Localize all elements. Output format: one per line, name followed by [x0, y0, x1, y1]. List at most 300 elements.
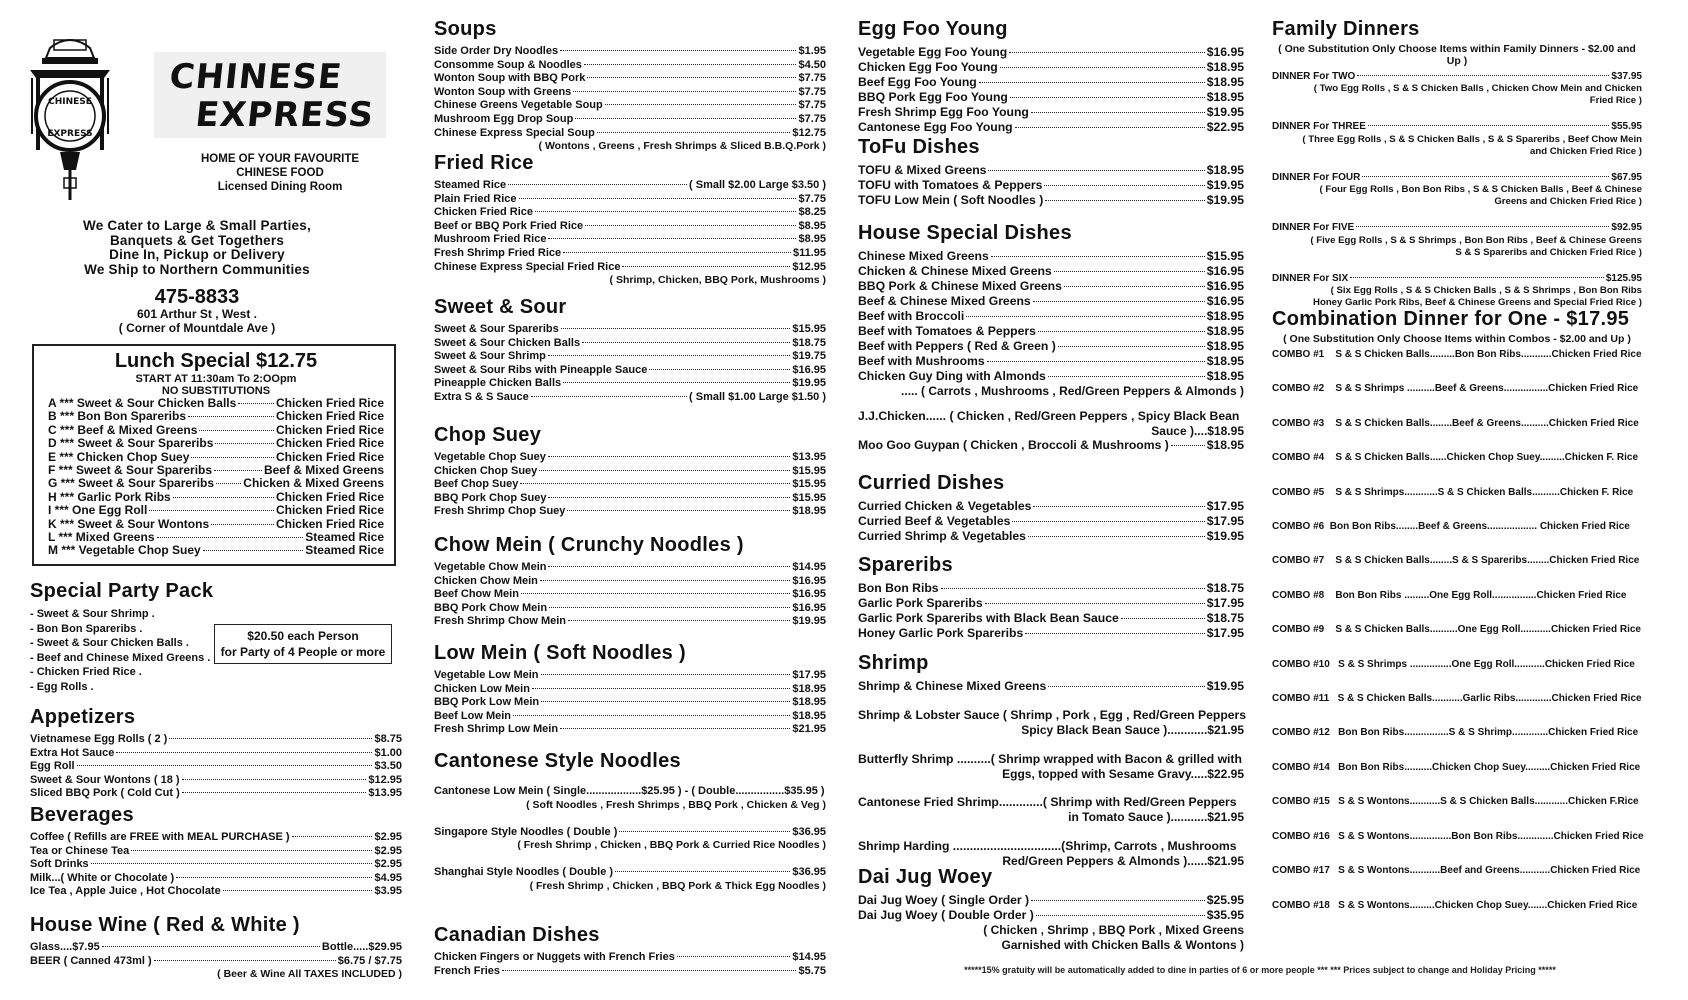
item-price: $17.95	[1206, 499, 1244, 513]
menu-item	[434, 127, 826, 141]
menu-item	[1272, 273, 1642, 285]
fried-rice-section	[434, 152, 826, 287]
menu-item	[434, 785, 826, 799]
soups-section	[434, 18, 826, 153]
menu-item	[434, 696, 826, 710]
dot-leader	[116, 752, 372, 753]
cantonese-section	[434, 750, 826, 893]
phone-number[interactable]: 475-8833	[154, 286, 240, 308]
low-mein-list	[434, 669, 826, 737]
item-name: E *** Chicken Chop Suey	[48, 449, 190, 464]
item-price: $17.95	[1206, 626, 1244, 640]
menu-item	[48, 544, 384, 557]
sweet-sour-section	[434, 296, 826, 405]
item-price: $22.95	[1206, 120, 1244, 134]
menu-item	[434, 113, 826, 127]
combo-item: COMBO #3 S & S Chicken Balls........Beef & Greens..........Chicken Fried Rice	[1272, 417, 1639, 429]
menu-item	[30, 845, 402, 859]
item-note: ( Fresh Shrimp , Chicken , BBQ Pork & Curried Rice Noodles )	[517, 839, 826, 852]
menu-item	[434, 45, 826, 59]
item-name: Beef with Peppers ( Red & Green )	[858, 339, 1056, 353]
item-name: TOFU Low Mein ( Soft Noodles )	[858, 193, 1044, 207]
dai-jug-section	[858, 866, 1244, 952]
dot-leader	[1033, 506, 1204, 507]
item-name: Chicken Chop Suey	[434, 464, 538, 477]
menu-item	[48, 491, 384, 504]
menu-item	[858, 514, 1244, 529]
menu-item	[858, 438, 1244, 453]
item-price: $15.95	[792, 323, 826, 335]
item-name: Chinese Greens Vegetable Soup	[434, 99, 603, 112]
item-price: $35.95	[1206, 908, 1244, 922]
dot-leader	[1000, 67, 1205, 68]
dot-leader	[1350, 277, 1604, 278]
item-price: $7.75	[798, 85, 826, 98]
party-price-box	[214, 624, 392, 664]
item-price: $18.95	[1206, 309, 1244, 323]
item-price: $19.95	[1206, 178, 1244, 192]
combo-item: COMBO #16 S & S Wontons...............Bon Bon Ribs.............Chicken Fried Rice	[1272, 830, 1644, 842]
menu-item	[434, 826, 826, 840]
item-price: $2.95	[374, 831, 402, 843]
item-price: $15.95	[792, 491, 826, 504]
menu-item	[48, 531, 384, 544]
menu-item	[434, 179, 826, 193]
menu-item	[48, 437, 384, 450]
dot-leader	[988, 170, 1204, 171]
item-name: Chicken Low Mein	[434, 682, 530, 695]
item-price: $3.95	[374, 885, 402, 898]
item-name: Beef Low Mein	[434, 709, 512, 722]
dot-leader	[199, 430, 274, 431]
dot-leader	[677, 956, 791, 957]
item-name: K *** Sweet & Sour Wontons	[48, 516, 210, 531]
beverages-title: Beverages	[30, 804, 134, 826]
item-price: Bottle.....$29.95	[321, 941, 402, 953]
dot-leader	[1058, 346, 1205, 347]
item-price: $16.95	[792, 588, 826, 601]
house-section	[858, 222, 1244, 453]
item-name: Shrimp & Lobster Sauce ( Shrimp , Pork , Egg , Red/Green Peppers	[858, 708, 1247, 722]
dot-leader	[1356, 226, 1609, 227]
sweet-sour-title: Sweet & Sour	[434, 296, 567, 318]
menu-item	[858, 596, 1244, 611]
list-item: - Sweet & Sour Chicken Balls .	[30, 637, 189, 649]
item-price: $18.95	[1206, 438, 1244, 452]
menu-item	[858, 249, 1244, 264]
item-name: Chicken Fingers or Nuggets with French Fries	[434, 951, 675, 963]
item-name: Consomme Soup & Noodles	[434, 58, 582, 71]
menu-item	[48, 410, 384, 423]
item-name: Chicken Egg Foo Young	[858, 60, 998, 74]
item-price: $55.95	[1611, 121, 1642, 133]
cater-line: We Ship to Northern Communities	[84, 261, 310, 277]
cater-line: Banquets & Get Togethers	[109, 232, 285, 248]
shrimp-title: Shrimp	[858, 652, 929, 674]
item-name: Sweet & Sour Shrimp	[434, 350, 546, 363]
item-price: Beef & Mixed Greens	[263, 463, 384, 478]
item-price: Steamed Rice	[305, 543, 384, 558]
item-name: Fresh Shrimp Low Mein	[434, 723, 559, 736]
item-price: $125.95	[1605, 272, 1642, 284]
dot-leader	[540, 580, 790, 581]
item-name: Chicken & Chinese Mixed Greens	[858, 264, 1052, 278]
item-name: Soft Drinks	[30, 858, 89, 871]
item-price: $15.95	[792, 464, 826, 477]
menu-item	[434, 561, 826, 575]
item-name: Beef & Chinese Mixed Greens	[858, 294, 1031, 308]
tofu-section	[858, 136, 1244, 208]
dot-leader	[214, 470, 262, 471]
dot-leader	[941, 588, 1205, 589]
menu-item	[434, 492, 826, 506]
item-price: $12.95	[368, 773, 402, 786]
item-price: $16.95	[1206, 45, 1244, 59]
combo-item: COMBO #6 Bon Bon Ribs........Beef & Greens.................. Chicken Fried Rice	[1272, 521, 1630, 533]
item-price: $18.95	[792, 505, 826, 518]
item-name: M *** Vegetable Chop Suey	[48, 543, 201, 558]
menu-item	[30, 941, 402, 955]
footnote: *****15% gratuity will be automatically added to dine in parties of 6 or more people *** *** Prices subject to change and Holiday Pricing *****	[964, 965, 1556, 975]
dot-leader	[1048, 686, 1204, 687]
item-note: ( Two Egg Rolls , S & S Chicken Balls , Chicken Chow Mein and Chicken Fried Rice )	[1313, 83, 1642, 107]
item-price: $92.95	[1611, 222, 1642, 234]
low-mein-title: Low Mein ( Soft Noodles )	[434, 642, 686, 664]
dot-leader	[585, 225, 796, 226]
item-price: $15.95	[1206, 249, 1244, 263]
item-price: $1.95	[798, 45, 826, 57]
low-mein-section	[434, 642, 826, 737]
item-price: $14.95	[792, 951, 826, 963]
menu-item	[434, 350, 826, 364]
address-line: 601 Arthur St , West .	[136, 307, 258, 321]
item-name: Chinese Express Special Fried Rice	[434, 260, 621, 273]
logo-text-top: CHINESE	[48, 97, 92, 107]
item-name: Dai Jug Woey ( Double Order )	[858, 908, 1034, 922]
item-name: Chicken Fried Rice	[434, 206, 534, 219]
item-price: Chicken Fried Rice	[275, 516, 384, 531]
menu-item	[858, 309, 1244, 324]
item-price: $18.95	[1206, 369, 1244, 383]
menu-item	[48, 464, 384, 477]
item-price: $67.95	[1611, 171, 1642, 183]
dot-leader	[1009, 52, 1205, 53]
item-name: Sweet & Sour Chicken Balls	[434, 336, 581, 349]
tofu-title: ToFu Dishes	[858, 136, 980, 158]
party-condition: for Party of 4 People or more	[220, 645, 386, 659]
item-price: $19.95	[792, 377, 826, 390]
item-name: Moo Goo Guypan ( Chicken , Broccoli & Mushrooms )	[858, 438, 1169, 452]
menu-item	[858, 339, 1244, 354]
dot-leader	[91, 863, 373, 864]
item-price: $8.95	[798, 233, 826, 246]
dot-leader	[173, 497, 274, 498]
item-price: $16.95	[792, 601, 826, 614]
item-price: Chicken Fried Rice	[275, 489, 384, 504]
brand-line1: CHINESE	[167, 57, 345, 97]
item-price: $17.95	[792, 669, 826, 681]
menu-item	[48, 477, 384, 490]
menu-item	[858, 369, 1244, 384]
menu-item	[30, 885, 402, 899]
item-name: Vietnamese Egg Rolls ( 2 )	[30, 733, 168, 745]
wine-note: ( Beer & Wine All TAXES INCLUDED )	[217, 968, 402, 981]
item-price: $12.95	[792, 260, 826, 273]
item-price: Chicken Fried Rice	[275, 436, 384, 451]
lunch-note: NO SUBSTITUTIONS	[161, 385, 271, 397]
item-name: DINNER For FIVE	[1272, 222, 1355, 234]
dot-leader	[584, 64, 797, 65]
item-name: Ice Tea , Apple Juice , Hot Chocolate	[30, 885, 221, 898]
item-name: Curried Shrimp & Vegetables	[858, 529, 1026, 543]
dot-leader	[508, 184, 687, 185]
item-note: Eggs, topped with Sesame Gravy.....$22.95	[1002, 766, 1244, 781]
menu-item	[434, 193, 826, 207]
item-name: Chinese Mixed Greens	[858, 249, 989, 263]
item-price: $4.95	[374, 871, 402, 884]
item-price: $18.95	[1206, 60, 1244, 74]
item-name: Glass....$7.95	[30, 941, 100, 953]
menu-item	[1272, 71, 1642, 83]
item-name: C *** Beef & Mixed Greens	[48, 422, 198, 437]
fried-rice-title: Fried Rice	[434, 152, 534, 174]
menu-item	[858, 893, 1244, 908]
dot-leader	[987, 361, 1205, 362]
item-price: $18.95	[1206, 75, 1244, 89]
beverages-section	[30, 804, 402, 899]
dot-leader	[567, 510, 790, 511]
menu-item	[434, 669, 826, 683]
restaurant-logo	[20, 30, 120, 206]
dot-leader	[539, 470, 790, 471]
egg-foo-section	[858, 18, 1244, 135]
item-price: $19.95	[792, 615, 826, 628]
combo-item: COMBO #17 S & S Wontons...........Beef and Greens...........Chicken Fried Rice	[1272, 865, 1641, 877]
combo-sub: ( One Substitution Only Choose Items within Combos - $2.00 and Up )	[1283, 333, 1631, 345]
item-name: Beef with Broccoli	[858, 309, 965, 323]
dot-leader	[513, 715, 790, 716]
soups-list	[434, 45, 826, 140]
canadian-section	[434, 924, 826, 978]
dot-leader	[211, 524, 274, 525]
item-name: Shrimp Harding ................................(Shrimp, Carrots , Mushrooms	[858, 838, 1237, 853]
beverages-list	[30, 831, 402, 899]
dot-leader	[1368, 125, 1610, 126]
combo-title: Combination Dinner for One - $17.95	[1272, 308, 1630, 330]
lunch-time: START AT 11:30am To 2:OOpm	[135, 373, 297, 385]
dot-leader	[622, 266, 790, 267]
dot-leader	[131, 850, 372, 851]
item-note: ( Fresh Shrimp , Chicken , BBQ Pork & Thick Egg Noodles )	[529, 879, 826, 892]
menu-item	[434, 588, 826, 602]
item-name: Singapore Style Noodles ( Double )	[434, 825, 618, 838]
item-name: Garlic Pork Spareribs with Black Bean Sauce	[858, 611, 1119, 625]
item-note: ( Chicken , Shrimp , BBQ Pork , Mixed Greens	[983, 923, 1244, 937]
item-name: Sweet & Sour Spareribs	[434, 323, 559, 335]
item-name: Chicken Guy Ding with Almonds	[858, 369, 1046, 383]
item-name: B *** Bon Bon Spareribs	[48, 409, 187, 424]
menu-item	[434, 220, 826, 234]
item-price: Steamed Rice	[305, 530, 384, 545]
menu-item	[434, 337, 826, 351]
item-note: Sauce )....$18.95	[1151, 423, 1244, 438]
list-item: - Sweet & Sour Shrimp .	[30, 608, 155, 620]
item-price: $11.95	[792, 246, 826, 259]
item-price: $3.50	[374, 760, 402, 773]
item-name: Vegetable Chow Mein	[434, 561, 547, 573]
dot-leader	[966, 316, 1204, 317]
item-name: Vegetable Low Mein	[434, 669, 539, 681]
item-price: $18.95	[1206, 90, 1244, 104]
menu-item	[858, 581, 1244, 596]
combo-item: COMBO #7 S & S Chicken Balls........S & S Spareribs........Chicken Fried Rice	[1272, 555, 1640, 567]
item-name: I *** One Egg Roll	[48, 503, 148, 518]
menu-item	[434, 683, 826, 697]
item-price: $19.95	[1206, 679, 1244, 693]
dot-leader	[1031, 112, 1205, 113]
fried-rice-list	[434, 179, 826, 274]
dot-leader	[979, 82, 1205, 83]
menu-item	[858, 795, 1244, 810]
dot-leader	[532, 688, 790, 689]
item-name: Sweet & Sour Ribs with Pineapple Sauce	[434, 363, 648, 376]
menu-item	[858, 708, 1247, 723]
menu-item	[434, 575, 826, 589]
dot-leader	[549, 607, 790, 608]
item-name: Dai Jug Woey ( Single Order )	[858, 893, 1030, 907]
item-price: $37.95	[1611, 71, 1642, 82]
item-note: ( Six Egg Rolls , S & S Chicken Balls , S & S Shrimps , Bon Bon Ribs Honey Garlic Pork Ribs, Beef & Chinese Greens and Special Fried Rice )	[1313, 285, 1642, 309]
family-dinner-item	[1272, 222, 1642, 258]
combo-item: COMBO #15 S & S Wontons...........S & S Chicken Balls............Chicken F.Rice	[1272, 796, 1639, 808]
house-title: House Special Dishes	[858, 222, 1072, 244]
sweet-sour-list	[434, 323, 826, 405]
dot-leader	[535, 211, 796, 212]
dot-leader	[77, 765, 373, 766]
dot-leader	[1028, 536, 1205, 537]
dot-leader	[1038, 331, 1205, 332]
item-price: $1.00	[374, 746, 402, 759]
lunch-title: Lunch Special $12.75	[114, 350, 318, 372]
dot-leader	[216, 483, 241, 484]
menu-item	[30, 831, 402, 845]
item-price: $2.95	[374, 844, 402, 857]
item-price: $14.95	[792, 561, 826, 573]
curried-title: Curried Dishes	[858, 472, 1005, 494]
combo-item: COMBO #12 Bon Bon Ribs................S & S Shrimp.............Chicken Fried Rice	[1272, 727, 1639, 739]
dot-leader	[541, 701, 790, 702]
dot-leader	[548, 566, 790, 567]
tagline-line: Licensed Dining Room	[217, 181, 343, 193]
item-price: ( Small $2.00 Large $3.50 )	[689, 179, 826, 191]
item-name: Sweet & Sour Wontons ( 18 )	[30, 773, 180, 786]
menu-item	[858, 279, 1244, 294]
menu-item	[858, 105, 1244, 120]
dot-leader	[154, 960, 336, 961]
dot-leader	[157, 537, 304, 538]
house-list	[858, 249, 1244, 384]
item-name: BBQ Pork & Chinese Mixed Greens	[858, 279, 1062, 293]
menu-item	[434, 59, 826, 73]
combo-section	[1272, 308, 1642, 934]
dot-leader	[238, 403, 274, 404]
dot-leader	[991, 256, 1205, 257]
item-name: G *** Sweet & Sour Spareribs	[48, 476, 215, 491]
dot-leader	[188, 416, 274, 417]
dot-leader	[102, 946, 320, 947]
menu-item	[858, 908, 1244, 923]
menu-item	[30, 747, 402, 761]
menu-item	[434, 247, 826, 261]
dot-leader	[191, 457, 274, 458]
list-item: - Bon Bon Spareribs .	[30, 622, 143, 635]
menu-item	[858, 611, 1244, 626]
family-dinner-item	[1272, 273, 1642, 309]
item-name: Beef with Tomatoes & Peppers	[858, 324, 1036, 338]
dot-leader	[182, 779, 367, 780]
tagline	[180, 152, 380, 194]
soups-note: ( Wontons , Greens , Fresh Shrimps & Sliced B.B.Q.Pork )	[538, 140, 826, 153]
menu-item	[434, 391, 826, 405]
brand-line2: EXPRESS	[193, 95, 377, 135]
item-name: Fresh Shrimp Fried Rice	[434, 246, 562, 259]
menu-item	[48, 518, 384, 531]
item-price: $7.75	[798, 192, 826, 205]
menu-item	[434, 465, 826, 479]
item-price: Chicken Fried Rice	[275, 396, 384, 410]
item-name: Bon Bon Ribs	[858, 581, 939, 595]
menu-item	[30, 787, 402, 801]
dot-leader	[1033, 301, 1205, 302]
wine-section	[30, 914, 402, 981]
item-price: $7.75	[798, 99, 826, 112]
item-name: DINNER For TWO	[1272, 71, 1356, 82]
dot-leader	[520, 483, 790, 484]
party-pack-section	[30, 580, 402, 694]
appetizers-list	[30, 733, 402, 801]
item-note: ( Four Egg Rolls , Bon Bon Ribs , S & S Chicken Balls , Beef & Chinese Greens and Chicken Fried Rice )	[1319, 184, 1642, 208]
menu-item	[434, 505, 826, 519]
item-price: Chicken Fried Rice	[275, 449, 384, 464]
menu-item	[30, 774, 402, 788]
dot-leader	[1357, 75, 1609, 76]
dot-leader	[563, 252, 791, 253]
item-price: $8.25	[798, 206, 826, 219]
item-name: Beef Egg Foo Young	[858, 75, 977, 89]
dot-leader	[548, 456, 790, 457]
combo-item: COMBO #9 S & S Chicken Balls..........One Egg Roll...........Chicken Fried Rice	[1272, 624, 1641, 636]
spareribs-title: Spareribs	[858, 554, 953, 576]
menu-item	[1272, 121, 1642, 133]
item-note: ( Three Egg Rolls , S & S Chicken Balls , S & S Spareribs , Beef Chow Mein and Chicken Fried Rice )	[1302, 133, 1642, 157]
item-price: $19.75	[792, 350, 826, 363]
item-name: Sliced BBQ Pork ( Cold Cut )	[30, 787, 180, 800]
dot-leader	[1054, 271, 1205, 272]
dot-leader	[292, 836, 373, 837]
item-name: BBQ Pork Egg Foo Young	[858, 90, 1008, 104]
menu-item	[858, 499, 1244, 514]
menu-item	[858, 409, 1244, 424]
item-name: BEER ( Canned 473ml )	[30, 954, 152, 967]
menu-item	[858, 626, 1244, 641]
menu-item	[858, 354, 1244, 369]
menu-item	[858, 839, 1244, 854]
dot-leader	[1010, 97, 1205, 98]
brand-name	[154, 52, 386, 138]
catering-info	[24, 219, 370, 277]
item-name: Wonton Soup with Greens	[434, 85, 572, 98]
item-name: Beef Chop Suey	[434, 478, 519, 491]
